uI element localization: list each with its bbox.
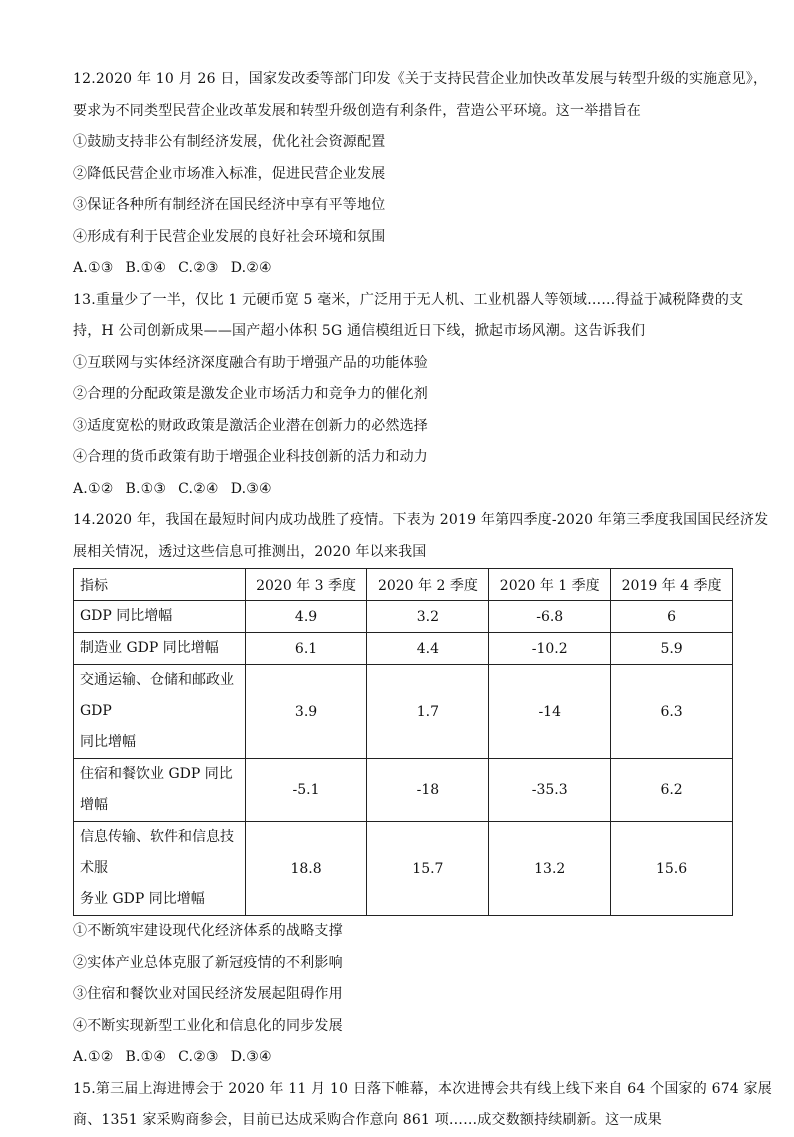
row-label-line: 交通运输、仓储和邮政业 GDP <box>80 672 234 719</box>
table-row <box>74 759 733 822</box>
question-14-option-a: A.①② <box>73 1049 114 1065</box>
question-12-option-d: D.②④ <box>230 260 272 276</box>
table-header-2019-q4: 2019 年 4 季度 <box>611 569 733 601</box>
row-label-line: 住宿和餐饮业 GDP 同比增幅 <box>80 766 233 813</box>
table-cell: 15.6 <box>611 822 733 916</box>
table-cell: -5.1 <box>245 759 367 822</box>
row-label <box>74 665 246 759</box>
question-13-stem-line-1: 13.重量少了一半，仅比 1 元硬币宽 5 毫米，广泛用于无人机、工业机器人等领域……得益于减税降费的支 <box>73 291 744 308</box>
table-header-row <box>74 569 733 601</box>
question-15-stem-line-2: 商、1351 家采购商参会，目前已达成采购合作意向 861 项……成交数额持续刷新。这一成果 <box>73 1112 662 1128</box>
question-13-item-1: ①互联网与实体经济深度融合有助于增强产品的功能体验 <box>73 354 428 371</box>
question-13-option-b: B.①③ <box>125 480 167 497</box>
row-label-line: 务业 GDP 同比增幅 <box>80 891 205 907</box>
economic-data-table <box>73 568 733 916</box>
question-12-stem-line-2: 要求为不同类型民营企业改革发展和转型升级创造有利条件，营造公平环境。这一举措旨在 <box>73 102 641 119</box>
question-14-stem-line-1: 14.2020 年，我国在最短时间内成功战胜了疫情。下表为 2019 年第四季度-2020 年第三季度我国国民经济发 <box>73 512 769 528</box>
question-14-item-3: ③住宿和餐饮业对国民经济发展起阻碍作用 <box>73 986 343 1002</box>
table-row <box>74 633 733 665</box>
table-header-2020-q3: 2020 年 3 季度 <box>245 569 367 601</box>
question-14-item-2: ②实体产业总体克服了新冠疫情的不利影响 <box>73 954 343 971</box>
table-cell: -10.2 <box>489 633 611 665</box>
table-row <box>74 601 733 633</box>
table-row <box>74 665 733 759</box>
row-label <box>74 633 246 665</box>
question-12-option-a: A.①③ <box>73 260 114 276</box>
question-12-item-3: ③保证各种所有制经济在国民经济中享有平等地位 <box>73 197 386 213</box>
row-label <box>74 822 246 916</box>
question-13-stem-line-2: 持，H 公司创新成果——国产超小体积 5G 通信模组近日下线，掀起市场风潮。这告诉我们 <box>73 323 646 339</box>
table-cell: 3.2 <box>367 601 489 633</box>
table-cell: 6.1 <box>245 633 367 665</box>
question-13-option-d: D.③④ <box>230 480 272 497</box>
question-13-options <box>73 474 733 506</box>
row-label-line: 信息传输、软件和信息技术服 <box>80 829 234 876</box>
table-row <box>74 822 733 916</box>
question-12-options <box>73 253 733 285</box>
table-cell: 1.7 <box>367 665 489 759</box>
question-14 <box>73 505 769 1074</box>
question-13-option-a: A.①② <box>73 480 114 497</box>
table-cell: 4.4 <box>367 633 489 665</box>
question-12-item-4: ④形成有利于民营企业发展的良好社会环境和氛围 <box>73 228 386 245</box>
question-14-option-c: C.②③ <box>178 1049 219 1065</box>
question-14-item-4: ④不断实现新型工业化和信息化的同步发展 <box>73 1017 343 1034</box>
question-12-option-c: C.②③ <box>178 260 219 276</box>
table-cell: 18.8 <box>245 822 367 916</box>
question-13 <box>73 285 744 506</box>
exam-page <box>73 64 772 1137</box>
table-cell: 15.7 <box>367 822 489 916</box>
table-cell: 6.2 <box>611 759 733 822</box>
question-13-option-c: C.②④ <box>178 480 219 497</box>
row-label-line: 同比增幅 <box>80 734 136 750</box>
table-cell: 6.3 <box>611 665 733 759</box>
question-12-item-2: ②降低民营企业市场准入标准，促进民营企业发展 <box>73 165 386 182</box>
question-14-options <box>73 1042 733 1074</box>
table-cell: 13.2 <box>489 822 611 916</box>
question-15 <box>73 1074 772 1137</box>
question-12-item-1: ①鼓励支持非公有制经济发展，优化社会资源配置 <box>73 134 386 150</box>
question-13-item-4: ④合理的货币政策有助于增强企业科技创新的活力和动力 <box>73 449 428 465</box>
table-header-2020-q1: 2020 年 1 季度 <box>489 569 611 601</box>
question-14-option-b: B.①④ <box>125 1049 167 1065</box>
table-cell: 3.9 <box>245 665 367 759</box>
table-cell: -6.8 <box>489 601 611 633</box>
table-cell: 4.9 <box>245 601 367 633</box>
question-12-stem-line-1: 12.2020 年 10 月 26 日，国家发改委等部门印发《关于支持民营企业加快改革发展与转型升级的实施意见》， <box>73 71 768 87</box>
question-14-item-1: ①不断筑牢建设现代化经济体系的战略支撑 <box>73 923 343 939</box>
question-12-option-b: B.①④ <box>125 260 167 276</box>
question-12 <box>73 64 768 285</box>
table-cell: 6 <box>611 601 733 633</box>
table-cell: 5.9 <box>611 633 733 665</box>
row-label-line: GDP 同比增幅 <box>80 608 173 624</box>
table-header-indicator: 指标 <box>74 569 246 601</box>
row-label <box>74 601 246 633</box>
question-13-item-3: ③适度宽松的财政政策是激活企业潜在创新力的必然选择 <box>73 417 428 434</box>
question-14-stem-line-2: 展相关情况，透过这些信息可推测出，2020 年以来我国 <box>73 543 427 560</box>
row-label-line: 制造业 GDP 同比增幅 <box>80 640 219 656</box>
question-13-item-2: ②合理的分配政策是激发企业市场活力和竞争力的催化剂 <box>73 386 428 402</box>
question-15-stem-line-1: 15.第三届上海进博会于 2020 年 11 月 10 日落下帷幕，本次进博会共有线上线下来自 64 个国家的 674 家展 <box>73 1080 772 1097</box>
table-cell: -14 <box>489 665 611 759</box>
table-header-2020-q2: 2020 年 2 季度 <box>367 569 489 601</box>
row-label <box>74 759 246 822</box>
table-cell: -18 <box>367 759 489 822</box>
table-cell: -35.3 <box>489 759 611 822</box>
question-14-option-d: D.③④ <box>230 1049 272 1065</box>
